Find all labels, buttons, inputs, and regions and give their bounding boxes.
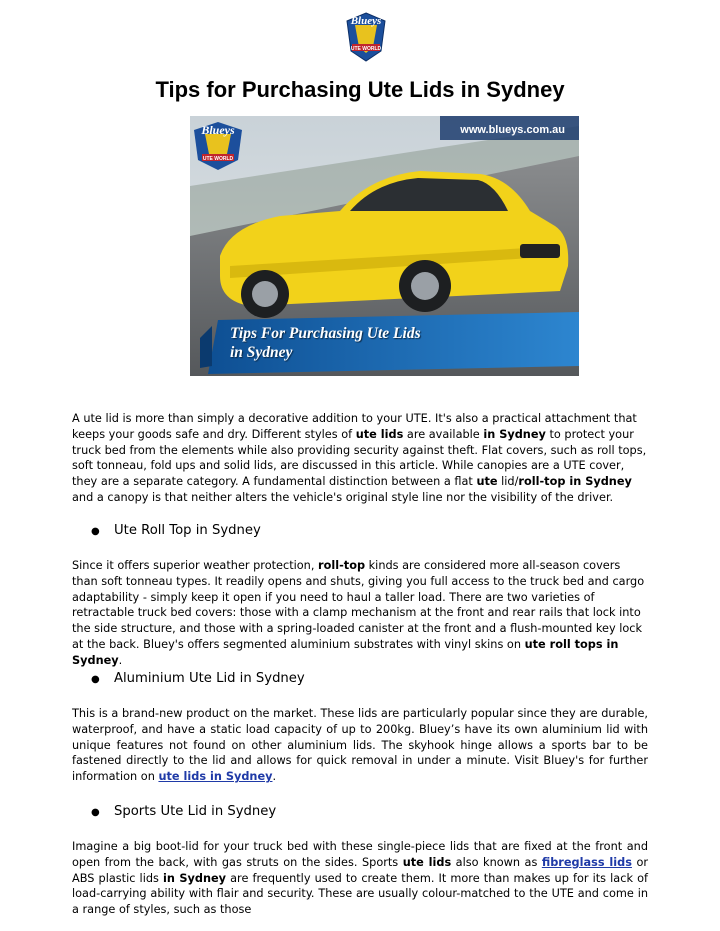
page-title: Tips for Purchasing Ute Lids in Sydney — [155, 77, 565, 102]
blueys-logo — [343, 11, 389, 63]
hero-image — [190, 116, 579, 376]
bullet-icon: ● — [91, 807, 100, 818]
ute-lids-in-sydney-link[interactable]: ute lids in Sydney — [158, 770, 273, 784]
svg-text:Blueys: Blueys — [350, 15, 382, 27]
svg-text:UTE WORLD: UTE WORLD — [202, 156, 234, 162]
fibreglass-lids-link[interactable]: fibreglass lids — [541, 855, 632, 869]
section-paragraph-aluminium: This is a brand-new product on the market. These lids are particularly popular since they are durable, waterproof, and have a static load capacity of up to 200kg. Bluey’s have its own aluminium lid with unique features not found on other aluminium lids. The skyhook hinge allows a sports bar to be fastened directly to the lid and allows for quick removal in under a minute. Visit Bluey's for further information on ute lids in Sydney. — [72, 707, 648, 784]
section-paragraph-sports: Imagine a big boot-lid for your truck bed with these single-piece lids that are fixed at the front and open from the back, with gas struts on the sides. Sports ute lids also known as fibreglass lids or ABS plastic lids in Sydney are frequently used to create them. It more than makes up for its lack of load-carrying ability with flair and security. These are usually colour-matched to the UTE and come in a range of styles, such as those — [72, 840, 648, 917]
hero-website-url: www.blueys.com.au — [460, 124, 565, 136]
section-paragraph-roll-top: Since it offers superior weather protection, roll-top kinds are considered more all-season covers than soft tonneau types. It readily opens and shuts, giving you full access to the truck bed and cargo adaptability - simply keep it open if you need to haul a taller load. There are two varieties of retractable truck bed covers: those with a clamp mechanism at the front and rear rails that lock into the side structure, and those with a spring-loaded canister at the front and a flush-mounted key lock at the back. Bluey's offers segmented aluminium substrates with vinyl skins on ute roll tops in Sydney. — [72, 559, 645, 667]
hero-banner-text — [230, 324, 421, 362]
section-heading-roll-top: ● Ute Roll Top in Sydney — [91, 522, 261, 541]
bullet-icon: ● — [91, 674, 100, 685]
section-heading-sports: ● Sports Ute Lid in Sydney — [91, 803, 276, 822]
intro-paragraph: A ute lid is more than simply a decorative addition to your UTE. It's also a practical attachment that keeps your goods safe and dry. Different styles of ute lids are available in Sydney to protect your truck bed from the elements while also providing security against theft. Flat covers, such as roll tops, soft tonneau, fold ups and solid lids, are discussed in this article. While canopies are a UTE cover, they are a separate category. A fundamental distinction between a flat ute lid/roll-top in Sydney and a canopy is that neither alters the vehicle's original style line nor the visibility of the driver. — [72, 412, 647, 504]
section-heading-aluminium: ● Aluminium Ute Lid in Sydney — [91, 670, 305, 689]
bullet-icon: ● — [91, 526, 100, 537]
svg-text:Blueys: Blueys — [201, 123, 235, 137]
hero-banner-line1: Tips For Purchasing Ute Lids — [230, 325, 421, 342]
svg-text:UTE WORLD: UTE WORLD — [350, 46, 382, 52]
hero-banner-line2: in Sydney — [230, 344, 293, 361]
